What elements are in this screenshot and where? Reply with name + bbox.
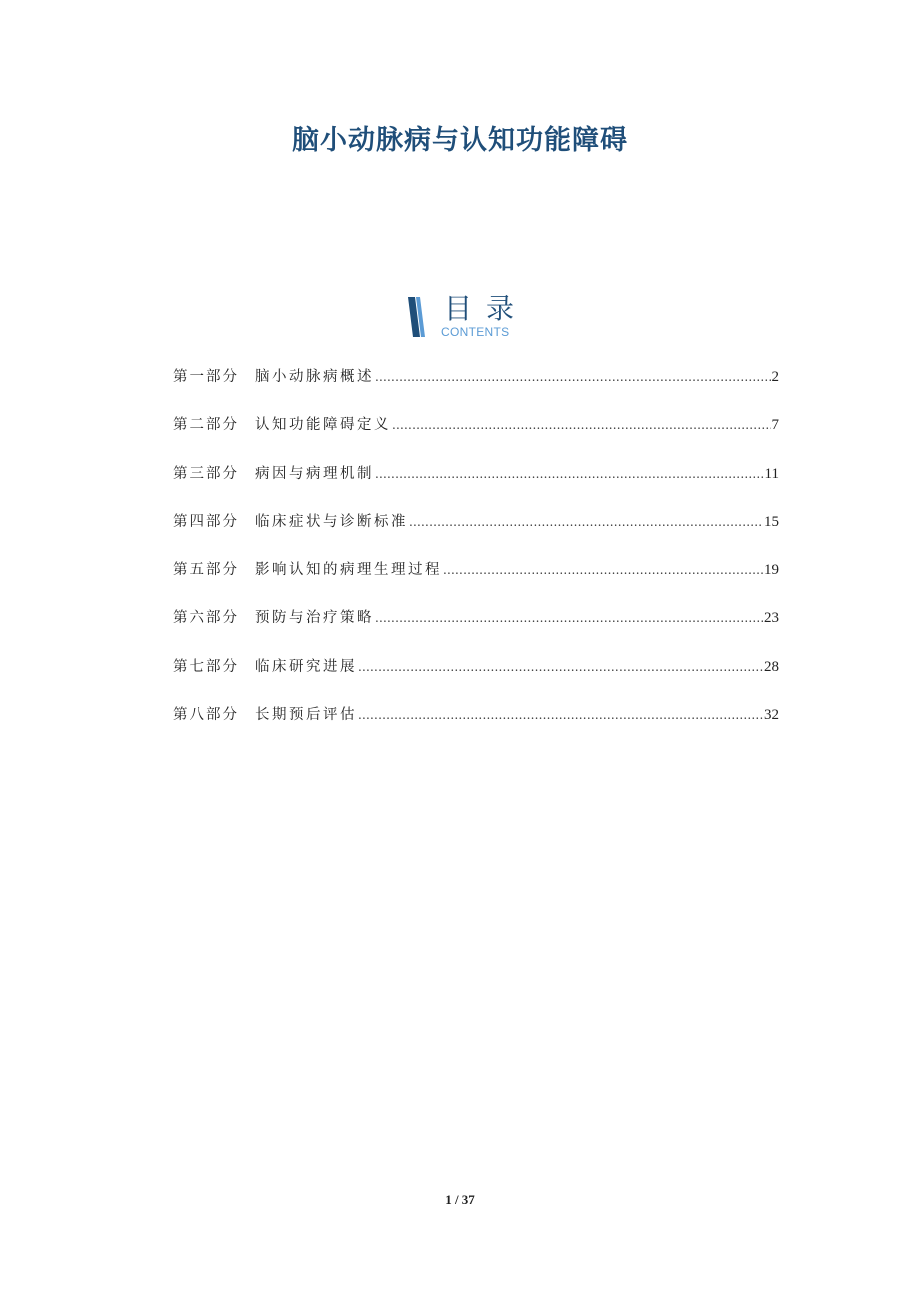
table-of-contents	[173, 366, 779, 752]
toc-page-number: 28	[764, 658, 779, 675]
toc-entry-title: 影响认知的病理生理过程	[255, 562, 442, 579]
toc-entry-8[interactable]	[173, 704, 779, 752]
toc-heading	[406, 293, 546, 341]
page-indicator: 1 / 37	[445, 1192, 475, 1207]
toc-leader-dots	[358, 656, 763, 678]
toc-entry-5[interactable]	[173, 559, 779, 607]
toc-entry-4[interactable]	[173, 511, 779, 559]
toc-part-label: 第四部分	[173, 513, 239, 530]
toc-page-number: 11	[764, 465, 779, 482]
toc-page-number: 23	[764, 610, 779, 627]
document-title: 脑小动脉病与认知功能障碍	[292, 125, 628, 156]
toc-page-number: 2	[771, 369, 779, 385]
toc-part-label: 第七部分	[173, 658, 239, 675]
toc-page-number: 32	[764, 707, 779, 724]
toc-part-label: 第八部分	[173, 707, 239, 724]
toc-heading-main: 目录	[444, 292, 529, 325]
toc-page-number: 7	[771, 417, 779, 434]
toc-leader-dots	[409, 511, 763, 533]
toc-leader-dots	[375, 366, 771, 388]
toc-entry-title: 预防与治疗策略	[255, 610, 374, 627]
toc-part-label: 第一部分	[173, 369, 239, 385]
toc-leader-dots	[392, 414, 771, 436]
toc-page-number: 15	[764, 513, 779, 530]
toc-part-label: 第三部分	[173, 465, 239, 482]
toc-leader-dots	[375, 463, 764, 485]
toc-part-label: 第六部分	[173, 610, 239, 627]
toc-heading-sub: CONTENTS	[441, 325, 510, 339]
toc-entry-title: 临床研究进展	[255, 658, 357, 675]
toc-leader-dots	[358, 704, 763, 726]
toc-leader-dots	[443, 559, 763, 581]
toc-entry-1[interactable]	[173, 366, 779, 414]
toc-part-label: 第二部分	[173, 417, 239, 434]
toc-entry-title: 病因与病理机制	[255, 465, 374, 482]
toc-entry-title: 认知功能障碍定义	[255, 417, 391, 434]
toc-entry-7[interactable]	[173, 656, 779, 704]
toc-entry-title: 脑小动脉病概述	[255, 369, 374, 385]
toc-entry-2[interactable]	[173, 414, 779, 462]
toc-part-label: 第五部分	[173, 562, 239, 579]
toc-leader-dots	[375, 607, 763, 629]
toc-entry-3[interactable]	[173, 463, 779, 511]
toc-entry-title: 长期预后评估	[255, 707, 357, 724]
blue-stripe-logo-icon	[406, 297, 430, 337]
toc-entry-title: 临床症状与诊断标准	[255, 513, 408, 530]
toc-entry-6[interactable]	[173, 607, 779, 655]
toc-page-number: 19	[764, 562, 779, 579]
